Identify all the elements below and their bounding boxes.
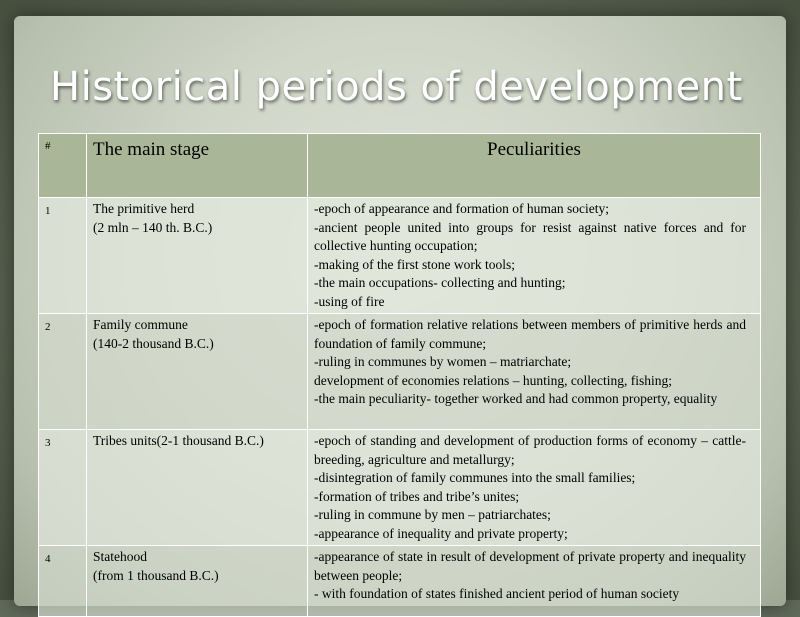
table-row xyxy=(39,314,761,430)
stage-line: Family commune xyxy=(93,317,188,332)
table-row xyxy=(39,430,761,546)
peculiarity-line: -ruling in communes by women – matriarchate; xyxy=(314,354,572,370)
peculiarity-line: -the main occupations- collecting and hunting; xyxy=(314,275,566,291)
stage-line: (from 1 thousand B.C.) xyxy=(93,567,219,583)
table-header-row xyxy=(39,134,761,198)
header-peculiarities: Peculiarities xyxy=(308,134,761,198)
peculiarity-line: -epoch of standing and development of production forms of economy – cattle-breeding, agriculture and metallurgy; xyxy=(314,433,746,467)
peculiarity-line: - with foundation of states finished ancient period of human society xyxy=(314,586,680,602)
table-row xyxy=(39,546,761,617)
peculiarity-line: -appearance of inequality and private property; xyxy=(314,525,568,541)
row-number: 2 xyxy=(39,314,87,430)
row-number: 4 xyxy=(39,546,87,617)
table-row xyxy=(39,198,761,314)
stage-line: Statehood xyxy=(93,549,147,564)
peculiarity-line: -ancient people united into groups for resist against native forces and for collective hunting occupation; xyxy=(314,219,746,254)
periods-table xyxy=(38,133,761,617)
peculiarity-line: -disintegration of family communes into the small families; xyxy=(314,470,636,486)
row-stage xyxy=(87,430,308,546)
row-peculiarities xyxy=(308,430,761,546)
row-number: 1 xyxy=(39,198,87,314)
row-peculiarities xyxy=(308,198,761,314)
stage-line: The primitive herd xyxy=(93,201,195,216)
row-number: 3 xyxy=(39,430,87,546)
peculiarity-line: -epoch of formation relative relations between members of primitive herds and foundation of family commune; xyxy=(314,317,746,351)
peculiarity-line: development of economies relations – hunting, collecting, fishing; xyxy=(314,372,673,388)
row-peculiarities xyxy=(308,546,761,617)
row-stage xyxy=(87,198,308,314)
peculiarity-line: -using of fire xyxy=(314,293,385,309)
peculiarity-line: -epoch of appearance and formation of human society; xyxy=(314,201,610,216)
header-number: # xyxy=(39,134,87,198)
peculiarity-line: -making of the first stone work tools; xyxy=(314,256,515,272)
stage-line: (140-2 thousand B.C.) xyxy=(93,335,214,351)
header-main-stage: The main stage xyxy=(87,134,308,198)
peculiarity-line: -the main peculiarity- together worked and had common property, equality xyxy=(314,391,718,407)
row-stage xyxy=(87,314,308,430)
slide-title: Historical periods of development xyxy=(50,64,743,110)
row-stage xyxy=(87,546,308,617)
peculiarity-line: -ruling in commune by men – patriarchates; xyxy=(314,507,551,523)
row-peculiarities xyxy=(308,314,761,430)
peculiarity-line: -appearance of state in result of development of private property and inequality between people; xyxy=(314,549,746,583)
peculiarity-line: -formation of tribes and tribe’s unites; xyxy=(314,488,520,504)
stage-line: Tribes units(2-1 thousand B.C.) xyxy=(93,433,264,448)
stage-line: (2 mln – 140 th. B.C.) xyxy=(93,219,213,235)
